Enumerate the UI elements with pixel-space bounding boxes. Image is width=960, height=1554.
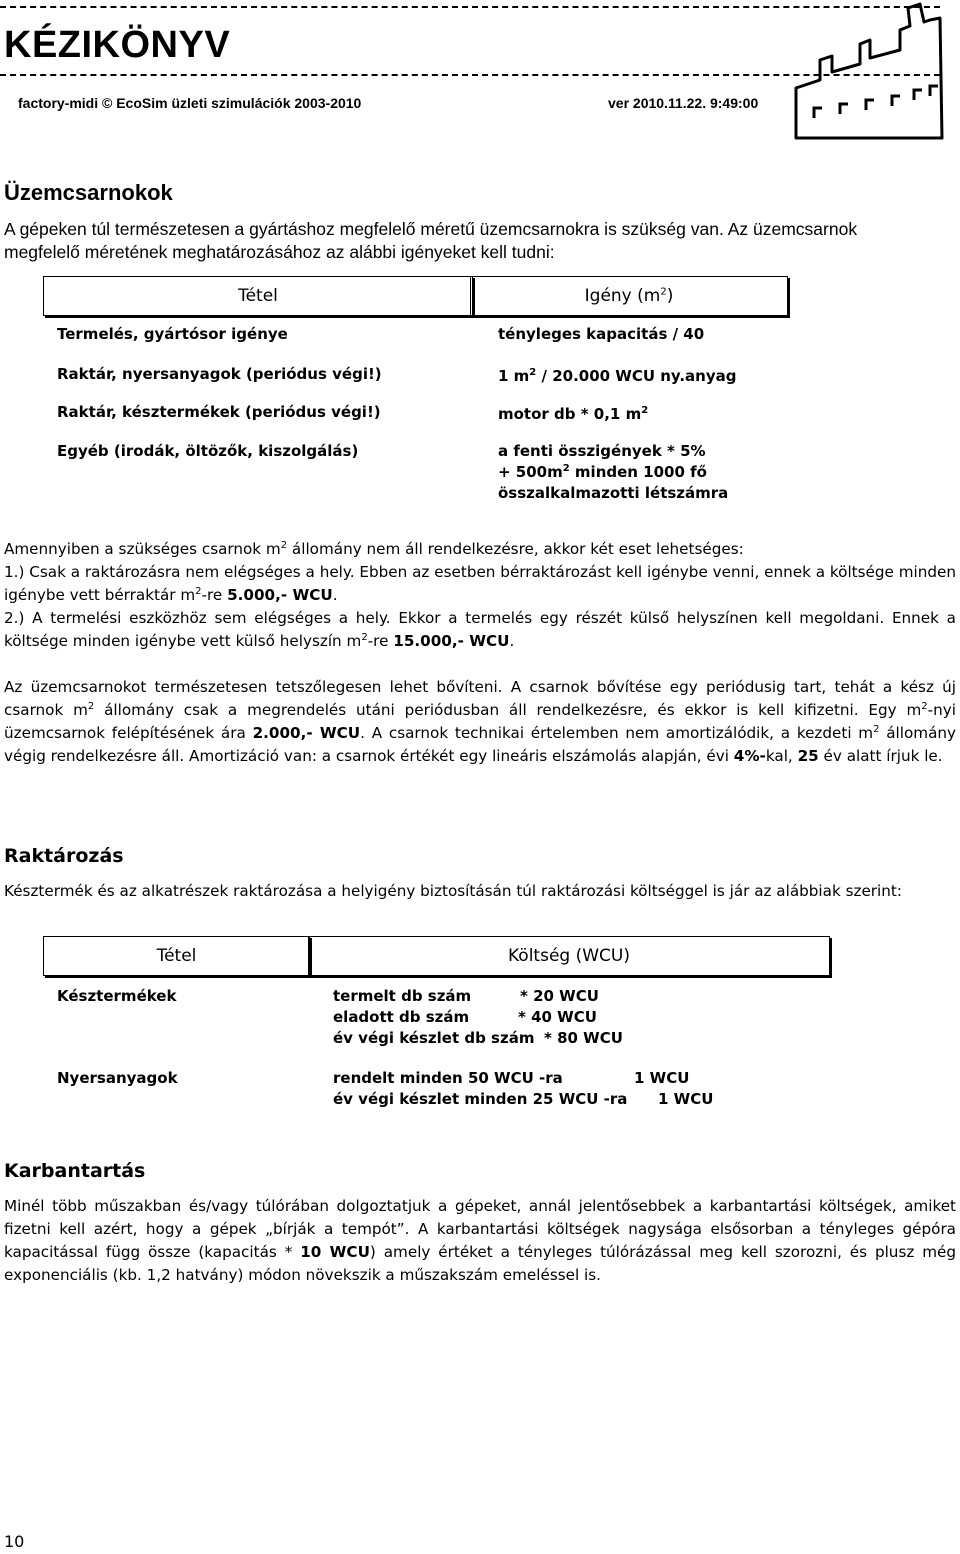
paragraph-case-2: 2.) A termelési eszközhöz sem elégséges a hely. Ekkor a termelés egy részét külső helyszínen kell megoldani. Ennek a költsége minden igénybe vett külső helyszín $m^2-re$ 15.000,- WCU. (4, 609, 956, 650)
table2-header-cost-label: Költség (WCU) (508, 946, 630, 966)
table2-row1-item: Késztermékek (57, 987, 177, 1005)
paragraph-maintenance: Minél több műszakban és/vagy túlórában dolgoztatjuk a gépeket, annál jelentősebbek a karbantartási költségek, amiket fizetni kell azért, hogy a gépek „bírják a tempót”. A karbantartási költségek nagysága elsősorban a tényleges gépóra kapacitással függ össze (kapacitás * 10 WCU) amely értéket a tényleges túlórázással meg kell szorozni, és plusz még exponenciális (kb. 1,2 hatvány) módon növekszik a műszakszám emeléssel is. (4, 1197, 956, 1284)
table1-row1-need: tényleges kapacitás / 40 (498, 325, 705, 343)
table1-row4-need (498, 441, 728, 504)
table2-row2-cost-value-1: 1 WCU (634, 1069, 690, 1087)
table2-header-item (43, 936, 310, 976)
table1-row4-item: Egyéb (irodák, öltözők, kiszolgálás) (57, 442, 359, 460)
table2-row2-cost-label-2: év végi készlet minden 25 WCU -ra (333, 1090, 628, 1108)
paragraph-csarnok-intro: Amennyiben a szükséges csarnok $m^2$ állomány nem áll rendelkezésre, akkor két eset lehetséges: (4, 539, 744, 558)
table2-row2-item: Nyersanyagok (57, 1069, 178, 1087)
table2-row1-cost-label-1: termelt db szám (333, 987, 472, 1005)
table2-row2-cost-label-1: rendelt minden 50 WCU -ra (333, 1069, 563, 1087)
table1-row3-item: Raktár, késztermékek (periódus végi!) (57, 403, 381, 421)
table1-row1-item: Termelés, gyártósor igénye (57, 325, 288, 343)
section1-intro (4, 218, 954, 264)
table1-row2-need: 1 $m^2 / 20.000$ WCU ny.anyag (498, 367, 737, 385)
section2-intro: Késztermék és az alkatrészek raktározása a helyigény biztosításán túl raktározási költséggel is jár az alábbiak szerint: (4, 882, 902, 900)
table1-row3-need: motor db * 0,1 $m^2$ (498, 405, 649, 423)
table1-row2-item: Raktár, nyersanyagok (periódus végi!) (57, 365, 382, 383)
section1-body (4, 538, 956, 768)
section1-intro-line2: megfelelő méretének meghatározásához az alábbi igényeket kell tudni: (4, 242, 555, 262)
factory-icon (790, 0, 955, 142)
table1-row4-need-line3: összalkalmazotti létszámra (498, 484, 729, 502)
paragraph-case-1: 1.) Csak a raktározásra nem elégséges a hely. Ebben az esetben bérraktározást kell igénybe venni, ennek a költsége minden igénybe vett bérraktár $m^2-re$ 5.000,- WCU. (4, 563, 956, 604)
section1-intro-line1: A gépeken túl természetesen a gyártáshoz megfelelő méretű üzemcsarnokra is szükség van. Az üzemcsarnok (4, 219, 858, 239)
table1-header-need (470, 276, 788, 316)
table2-header-cost (308, 936, 830, 976)
page-title: KÉZIKÖNYV (4, 24, 231, 66)
table1-header-item (43, 276, 473, 316)
section-heading-raktarozas: Raktározás (4, 845, 124, 867)
table1-header-need-label: Igény $(m^2)$ (584, 286, 674, 306)
table2-row1-cost-label-3: év végi készlet db szám (333, 1029, 535, 1047)
table2-row1-cost-value-1: * 20 WCU (520, 987, 599, 1005)
section-heading-karbantartas: Karbantartás (4, 1160, 146, 1182)
table2-row2-cost-value-2: 1 WCU (658, 1090, 714, 1108)
table2-header-item-label: Tétel (156, 946, 197, 966)
table1-row4-need-line2: + $500m^2$ minden 1000 fő (498, 463, 707, 481)
table2-row1-cost-value-2: * 40 WCU (518, 1008, 597, 1026)
header-version: ver 2010.11.22. 9:49:00 (608, 95, 759, 111)
table1-header-item-label: Tétel (238, 286, 278, 306)
page-number: 10 (4, 1532, 25, 1551)
table1-row4-need-line1: a fenti összigények * 5% (498, 442, 706, 460)
table2-row1-cost-value-3: * 80 WCU (544, 1029, 623, 1047)
header-copyright: factory-midi © EcoSim üzleti szimulációk 2003-2010 (18, 95, 362, 111)
paragraph-expansion: Az üzemcsarnokot természetesen tetszőlegesen lehet bővíteni. A csarnok bővítése egy periódusig tart, tehát a kész új csarnok $m^2$ állomány csak a megrendelés utáni periódusban áll rendelkezésre, és ekkor is kell kifizetni. Egy $m^2$-nyi üzemcsarnok felépítésének ára 2.000,- WCU. A csarnok technikai értelemben nem amortizálódik, a kezdeti $m^2$ állomány végig rendelkezésre áll. Amortizáció van: a csarnok értékét egy lineáris elszámolás alapján, évi 4%-kal, 25 év alatt írjuk le. (4, 678, 956, 765)
table2-row1-cost-label-2: eladott db szám (333, 1008, 470, 1026)
section-heading-uzemcsarnokok: Üzemcsarnokok (4, 180, 173, 205)
